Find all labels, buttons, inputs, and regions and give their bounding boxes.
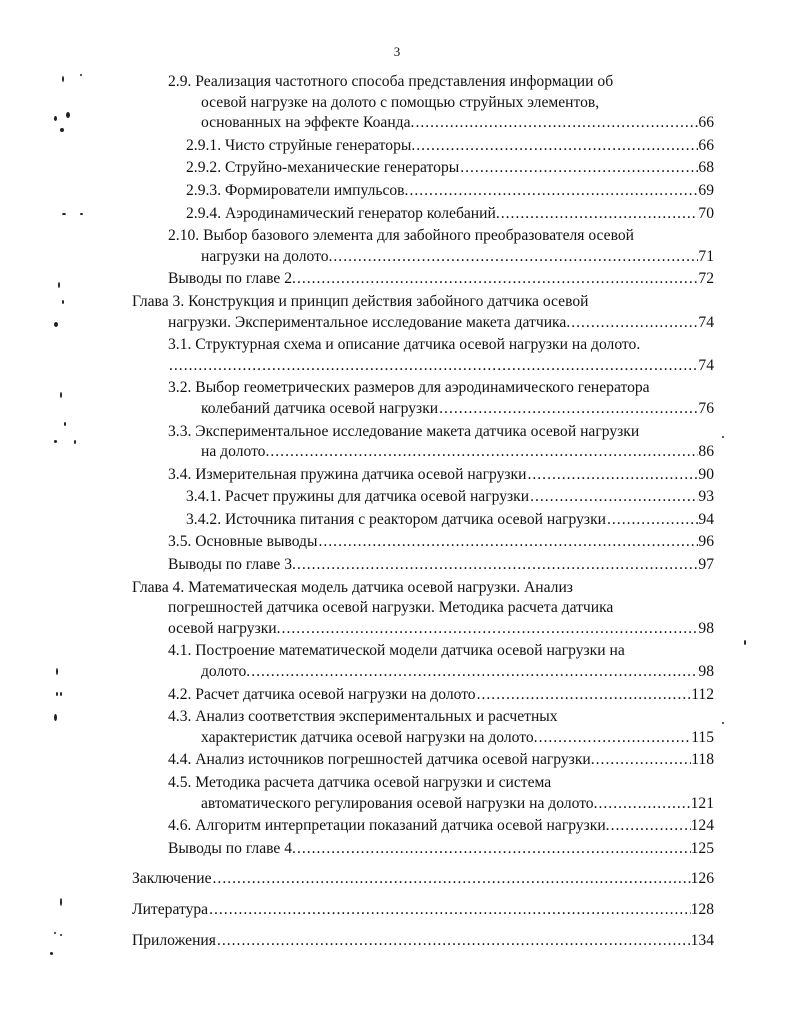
- scan-speck: [74, 440, 76, 444]
- toc-entry: [132, 900, 714, 921]
- toc-entry-line: осевой нагрузки.: [168, 619, 281, 637]
- scan-speck: [62, 300, 64, 304]
- toc-entry-line: 3.2. Выбор геометрических размеров для аэродинамического генератора: [168, 379, 650, 397]
- scan-speck: [60, 128, 64, 132]
- leader-dots: [526, 465, 698, 486]
- toc-page-number: 86: [698, 443, 714, 461]
- toc-page-number: 134: [690, 931, 714, 949]
- toc-entry: [168, 72, 714, 134]
- table-of-contents: [0, 72, 794, 951]
- toc-entry-line: Глава 4. Математическая модель датчика осевой нагрузки. Анализ: [132, 578, 573, 596]
- toc-entry-line: 3.4.2. Источника питания с реактором датчика осевой нагрузки: [186, 510, 606, 528]
- toc-entry-line: 2.9.2. Струйно-механические генераторы: [186, 159, 460, 177]
- toc-entry: [186, 158, 714, 179]
- scan-speck: [744, 640, 746, 645]
- leader-dots: [610, 816, 691, 837]
- toc-entry-line: основанных на эффекте Коанда.: [201, 114, 415, 132]
- toc-entry-line: 4.6. Алгоритм интерпретации показаний датчика осевой нагрузки.: [168, 817, 610, 835]
- toc-entry: [168, 685, 714, 706]
- toc-entry-line: 4.2. Расчет датчика осевой нагрузки на долото: [168, 685, 476, 703]
- toc-entry: [168, 226, 714, 267]
- toc-entry-line: нагрузки. Экспериментальное исследование макета датчика.: [168, 313, 571, 331]
- toc-entry: [132, 578, 714, 640]
- toc-entry: [132, 931, 714, 952]
- leader-dots: [168, 356, 698, 377]
- toc-entry-line: автоматического регулирования осевой нагрузки на долото.: [201, 794, 598, 812]
- leader-dots: [296, 269, 698, 290]
- toc-entry-line: 2.10. Выбор базового элемента для забойного преобразователя осевой: [168, 227, 634, 245]
- toc-entry-line: 3.4. Измерительная пружина датчика осевой нагрузки: [168, 465, 527, 483]
- leader-dots: [415, 136, 698, 157]
- toc-entry: [132, 292, 714, 333]
- toc-page-number: 66: [698, 114, 714, 132]
- toc-page-number: 118: [691, 751, 714, 769]
- toc-entry-line: 2.9.1. Чисто струйные генераторы.: [186, 136, 416, 154]
- toc-entry-line: 3.4.1. Расчет пружины для датчика осевой нагрузки: [186, 488, 530, 506]
- leader-dots: [529, 487, 698, 508]
- toc-entry: [186, 136, 714, 157]
- scan-speck: [722, 722, 724, 724]
- toc-entry-line: Приложения: [132, 931, 216, 949]
- toc-page-number: 72: [698, 270, 714, 288]
- toc-entry-line: погрешностей датчика осевой нагрузки. Методика расчета датчика: [168, 599, 614, 617]
- toc-entry: [168, 269, 714, 290]
- scan-speck: [60, 898, 62, 906]
- toc-page-number: 68: [698, 159, 714, 177]
- scan-speck: [80, 213, 83, 215]
- toc-page-number: 115: [691, 728, 714, 746]
- leader-dots: [438, 399, 698, 420]
- toc-entry: [186, 204, 714, 225]
- toc-entry-line: Глава 3. Конструкция и принцип действия забойного датчика осевой: [132, 292, 589, 310]
- toc-entry-line: нагрузки на долото.: [201, 247, 333, 265]
- leader-dots: [250, 662, 698, 683]
- scan-speck: [56, 692, 58, 696]
- scan-speck: [54, 322, 58, 327]
- toc-entry-line: на долото.: [201, 443, 270, 461]
- page-number: 3: [393, 44, 401, 59]
- toc-entry-line: Выводы по главе 2.: [168, 270, 296, 288]
- toc-page-number: 98: [698, 663, 714, 681]
- scan-speck: [722, 436, 724, 438]
- toc-page-number: 126: [690, 870, 714, 888]
- scan-speck: [54, 714, 57, 721]
- toc-page-number: 90: [698, 465, 714, 483]
- scan-speck: [54, 116, 57, 121]
- toc-entry-line: Выводы по главе 4.: [168, 839, 296, 857]
- leader-dots: [595, 750, 692, 771]
- scan-speck: [56, 668, 58, 675]
- toc-entry-line: 4.4. Анализ источников погрешностей датчика осевой нагрузки.: [168, 751, 595, 769]
- toc-page-number: 128: [690, 900, 714, 918]
- leader-dots: [269, 442, 698, 463]
- toc-entry-line: 3.3. Экспериментальное исследование макета датчика осевой нагрузки: [168, 422, 640, 440]
- toc-entry: [168, 773, 714, 814]
- scan-speck: [50, 952, 53, 955]
- scan-speck: [60, 692, 62, 696]
- scan-speck: [54, 932, 56, 934]
- scan-speck: [58, 282, 60, 288]
- toc-entry-line: 2.9.3. Формирователи импульсов.: [186, 181, 409, 199]
- toc-entry-line: 3.1. Структурная схема и описание датчика осевой нагрузки на долото.: [168, 336, 641, 354]
- toc-page-number: 66: [698, 136, 714, 154]
- toc-page-number: 76: [698, 399, 714, 417]
- toc-entry: [168, 532, 714, 553]
- toc-entry-line: 2.9. Реализация частотного способа представления информации об: [168, 73, 614, 90]
- toc-entry-line: Литература: [132, 900, 209, 918]
- toc-entry-line: осевой нагрузке на долото с помощью струйных элементов,: [201, 93, 600, 111]
- toc-entry-line: 3.5. Основные выводы: [168, 533, 318, 551]
- toc-page-number: 98: [698, 619, 714, 637]
- toc-entry: [186, 487, 714, 508]
- leader-dots: [212, 869, 691, 890]
- scan-speck: [54, 440, 57, 443]
- toc-entry: [168, 816, 714, 837]
- toc-entry-line: 4.3. Анализ соответствия экспериментальных и расчетных: [168, 708, 558, 726]
- toc-entry-line: Заключение: [132, 870, 212, 888]
- toc-page-number: 71: [698, 247, 714, 265]
- toc-entry: [168, 707, 714, 748]
- toc-entry-line: долото.: [201, 663, 251, 681]
- leader-dots: [414, 113, 698, 134]
- toc-page-number: 74: [698, 356, 714, 374]
- toc-page-number: 121: [690, 794, 714, 812]
- scan-speck: [60, 392, 62, 398]
- toc-entry: [168, 465, 714, 486]
- toc-page-number: 74: [698, 313, 714, 331]
- toc-entry: [168, 378, 714, 419]
- leader-dots: [500, 204, 699, 225]
- leader-dots: [476, 685, 692, 706]
- scan-speck: [60, 934, 62, 936]
- leader-dots: [598, 794, 691, 815]
- leader-dots: [459, 158, 698, 179]
- toc-page-number: 70: [698, 204, 714, 222]
- toc-entry: [168, 750, 714, 771]
- toc-page-number: 97: [698, 556, 714, 574]
- toc-entry: [168, 555, 714, 576]
- toc-entry: [186, 181, 714, 202]
- toc-entry: [168, 335, 714, 376]
- toc-entry-line: колебаний датчика осевой нагрузки: [201, 399, 439, 417]
- toc-entry: [186, 510, 714, 531]
- toc-entry: [168, 422, 714, 463]
- toc-entry: [168, 839, 714, 860]
- toc-entry-line: 4.1. Построение математической модели датчика осевой нагрузки на: [168, 642, 625, 660]
- toc-page-number: 124: [690, 817, 714, 835]
- leader-dots: [296, 839, 691, 860]
- toc-page-number: 69: [698, 181, 714, 199]
- leader-dots: [570, 313, 698, 334]
- leader-dots: [208, 900, 691, 921]
- toc-page-number: 125: [690, 839, 714, 857]
- toc-entry-line: 2.9.4. Аэродинамический генератор колебаний.: [186, 204, 500, 222]
- toc-entry: [168, 641, 714, 682]
- leader-dots: [317, 532, 698, 553]
- toc-entry-line: 4.5. Методика расчета датчика осевой нагрузки и система: [168, 774, 552, 791]
- toc-entry-line: Выводы по главе 3.: [168, 556, 296, 574]
- toc-page-number: 112: [691, 685, 714, 703]
- leader-dots: [606, 510, 698, 531]
- scan-speck: [66, 112, 70, 118]
- leader-dots: [538, 728, 692, 749]
- leader-dots: [216, 931, 691, 952]
- leader-dots: [408, 181, 698, 202]
- scan-speck: [80, 74, 82, 76]
- scan-speck: [62, 76, 64, 82]
- scan-speck: [62, 213, 66, 215]
- toc-entry: [132, 869, 714, 890]
- toc-page-number: 93: [698, 488, 714, 506]
- leader-dots: [281, 619, 699, 640]
- toc-entry-line: характеристик датчика осевой нагрузки на долото.: [201, 728, 538, 746]
- scan-speck: [64, 422, 66, 426]
- toc-page-number: 94: [698, 510, 714, 528]
- leader-dots: [332, 247, 698, 268]
- toc-page-number: 96: [698, 533, 714, 551]
- leader-dots: [296, 555, 698, 576]
